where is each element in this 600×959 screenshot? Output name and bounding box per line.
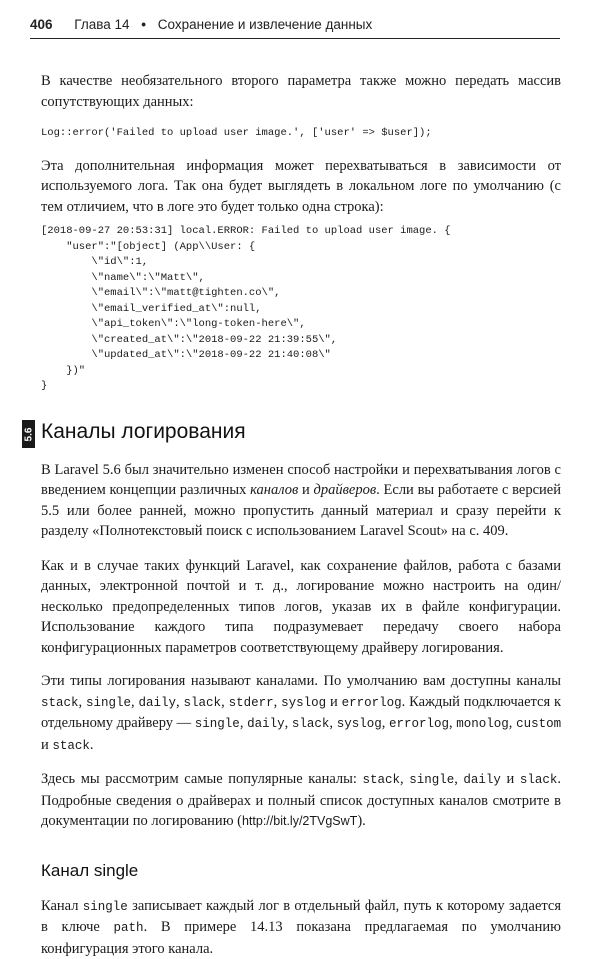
- page-body: [41, 40, 561, 959]
- text-run: ,: [329, 715, 336, 731]
- code-line: }: [41, 379, 561, 395]
- code-inline: slack: [292, 717, 330, 731]
- text-run: . Если вы работаете с версией 5.5 или более ранней, можно пропустить данный материал и сразу перейти к разделу «Полнотекстовый поиск с использованием Laravel Scout» на с. 409.: [41, 482, 561, 539]
- page-number: 406: [30, 17, 53, 32]
- code-line: \"email\":\"matt@tighten.co\",: [41, 286, 561, 302]
- code-inline: stack: [362, 773, 400, 787]
- section-heading-log-channels: Каналы логирования: [41, 419, 561, 445]
- chapter-label: Глава 14: [74, 17, 129, 32]
- code-inline: syslog: [337, 717, 382, 731]
- text-run: Здесь мы рассмотрим самые популярные каналы:: [41, 771, 362, 787]
- text-run: .: [90, 737, 94, 753]
- paragraph-laravel-56-note: [41, 460, 561, 542]
- code-inline: syslog: [281, 696, 326, 710]
- code-inline: slack: [184, 696, 222, 710]
- documentation-link[interactable]: http://bit.ly/2TVgSwT: [242, 814, 357, 828]
- text-run: ,: [131, 694, 139, 710]
- text-run: ,: [382, 715, 389, 731]
- code-inline: custom: [516, 717, 561, 731]
- text-run: и: [501, 771, 520, 787]
- code-inline: monolog: [456, 717, 509, 731]
- emphasis: каналов: [250, 482, 298, 498]
- code-line: \"email_verified_at\":null,: [41, 302, 561, 318]
- code-inline: single: [409, 773, 454, 787]
- code-inline: errorlog: [389, 717, 449, 731]
- code-line: \"name\":\"Matt\",: [41, 271, 561, 287]
- code-line: Log::error('Failed to upload user image.', ['user' => $user]);: [41, 126, 561, 142]
- code-inline: errorlog: [342, 696, 402, 710]
- code-inline: stderr: [229, 696, 274, 710]
- chapter-title: Сохранение и извлечение данных: [158, 17, 372, 32]
- header-separator: •: [141, 17, 146, 32]
- text-run: ,: [285, 715, 292, 731]
- version-tag-label: 5.6: [23, 427, 34, 441]
- code-inline: path: [114, 921, 144, 935]
- text-run: ,: [274, 694, 282, 710]
- text-run: и: [326, 694, 342, 710]
- code-line: \"updated_at\":\"2018-09-22 21:40:08\": [41, 348, 561, 364]
- version-tag: [22, 420, 35, 448]
- code-inline: stack: [52, 739, 90, 753]
- text-run: . В примере 14.13 показана предлагаемая по умолчанию конфигурация этого канала.: [41, 919, 561, 957]
- code-inline: daily: [247, 717, 285, 731]
- code-line: \"id\":1,: [41, 255, 561, 271]
- code-line: \"created_at\":\"2018-09-22 21:39:55\",: [41, 333, 561, 349]
- paragraph-single-channel: [41, 896, 561, 959]
- text-run: и: [298, 482, 313, 498]
- code-inline: slack: [520, 773, 558, 787]
- text-run: ,: [509, 715, 516, 731]
- text-run: ,: [240, 715, 247, 731]
- paragraph-log-config: Как и в случае таких функций Laravel, как сохранение файлов, работа с базами данных, электронной почтой и т. д., логирование можно настроить на один/несколько предопределенных типов логов, указав их в файле конфигурации. Использование каждого типа подразумевает передачу своего набора конфигурационных параметров соответствующему драйверу логирования.: [41, 556, 561, 659]
- text-run: ,: [400, 771, 409, 787]
- code-inline: stack: [41, 696, 79, 710]
- text-run: ,: [454, 771, 463, 787]
- text-run: записывает каждый лог в отдельный файл, путь к которому задается в ключе: [41, 898, 561, 936]
- code-line: "user":"[object] (App\\User: {: [41, 240, 561, 256]
- text-run: ).: [357, 813, 365, 829]
- emphasis: драйверов: [314, 482, 377, 498]
- paragraph-log-output: Эта дополнительная информация может перехватываться в зависимости от используемого лога. Так она будет выглядеть в локальном логе по умолчанию (с тем отличием, что в логе это будет только одна строка):: [41, 156, 561, 218]
- text-run: ,: [79, 694, 87, 710]
- code-line: })": [41, 364, 561, 380]
- text-run: . Каждый подключается к отдельному драйверу —: [41, 694, 561, 732]
- text-run: Канал: [41, 898, 83, 914]
- text-run: ,: [449, 715, 456, 731]
- code-line: [2018-09-27 20:53:31] local.ERROR: Failed to upload user image. {: [41, 224, 561, 240]
- code-inline: single: [86, 696, 131, 710]
- code-inline: daily: [139, 696, 177, 710]
- text-run: ,: [176, 694, 184, 710]
- code-inline: single: [83, 900, 128, 914]
- code-inline: single: [195, 717, 240, 731]
- code-line: \"api_token\":\"long-token-here\",: [41, 317, 561, 333]
- text-run: В Laravel 5.6 был значительно изменен способ настройки и перехватывания логов с введением концепции различных: [41, 462, 561, 499]
- code-example-log-error: [41, 126, 561, 142]
- page-header: [30, 12, 560, 39]
- code-inline: daily: [463, 773, 501, 787]
- text-run: и: [41, 737, 52, 753]
- code-example-log-output: [41, 224, 561, 395]
- paragraph-popular-channels: [41, 769, 561, 832]
- text-run: Эти типы логирования называют каналами. По умолчанию вам доступны каналы: [41, 673, 561, 689]
- paragraph-optional-data: В качестве необязательного второго параметра также можно передать массив сопутствующих данных:: [41, 71, 561, 112]
- subsection-heading-single-channel: Канал single: [41, 860, 561, 882]
- text-run: . Подробные сведения о драйверах и полный список доступных каналов смотрите в документации по логированию (: [41, 771, 561, 829]
- paragraph-channel-types: [41, 671, 561, 756]
- text-run: ,: [221, 694, 229, 710]
